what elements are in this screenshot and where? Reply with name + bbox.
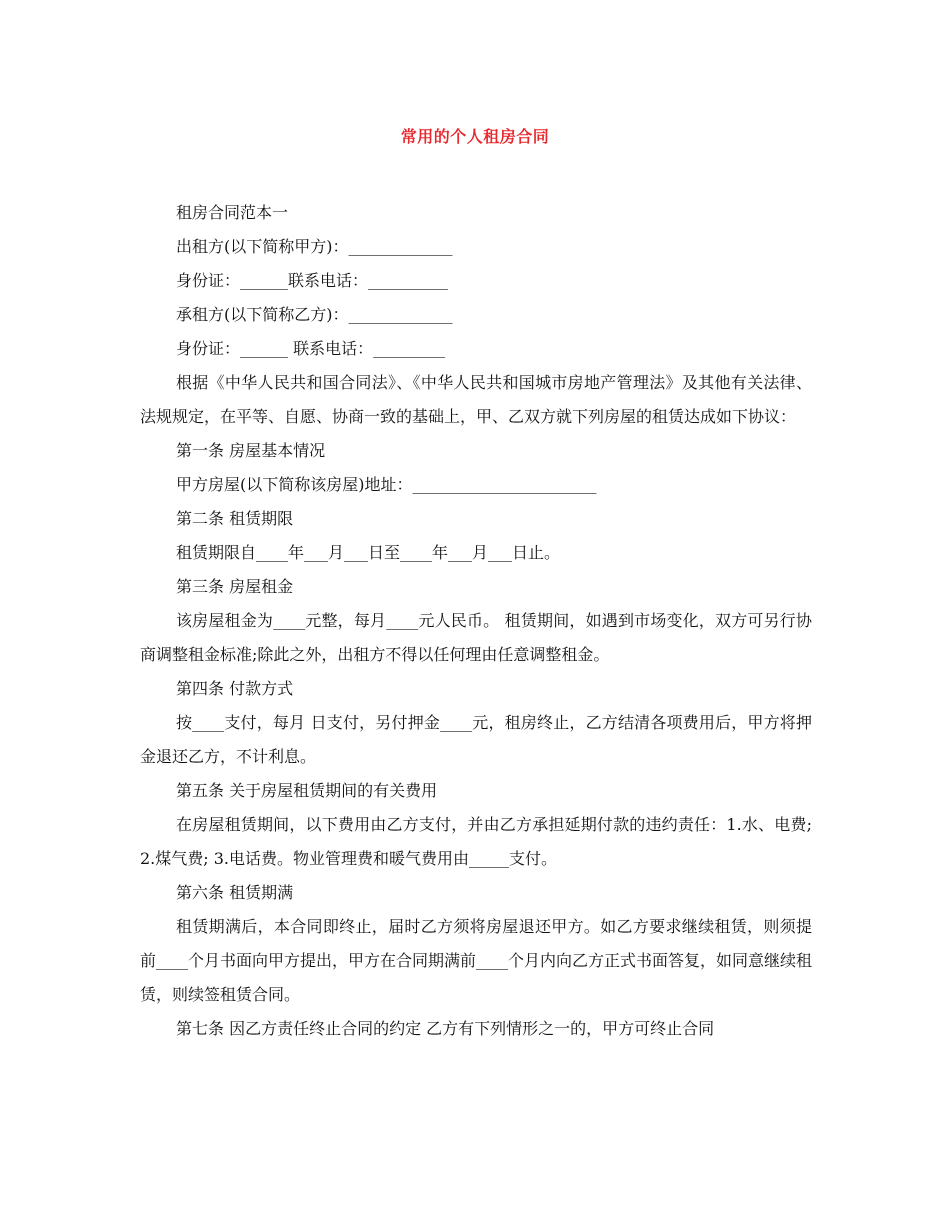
- article-4-heading: 第四条 付款方式: [176, 679, 294, 698]
- article-4-body: 按____支付，每月 日支付，另付押金____元，租房终止，乙方结清各项费用后，甲方将押金退还乙方，不计利息。: [140, 713, 812, 766]
- article-3-heading: 第三条 房屋租金: [176, 577, 294, 596]
- paragraph-template-heading: 租房合同范本一: [176, 203, 289, 222]
- article-6-body: 租赁期满后，本合同即终止，届时乙方须将房屋退还甲方。如乙方要求继续租赁，则须提前____个月书面向甲方提出，甲方在合同期满前____个月内向乙方正式书面答复，如同意继续租赁，则续签租赁合同。: [140, 917, 813, 1004]
- paragraph-preamble: 根据《中华人民共和国合同法》、《中华人民共和国城市房地产管理法》及其他有关法律、法规规定，在平等、自愿、协商一致的基础上，甲、乙双方就下列房屋的租赁达成如下协议：: [140, 373, 812, 426]
- paragraph-lessee-id: 身份证：______ 联系电话：_________: [176, 339, 446, 358]
- article-7-heading: 第七条 因乙方责任终止合同的约定 乙方有下列情形之一的，甲方可终止合同: [176, 1019, 715, 1038]
- document-title: 常用的个人租房合同: [400, 127, 550, 146]
- article-1-heading: 第一条 房屋基本情况: [176, 441, 326, 460]
- paragraph-lessor: 出租方(以下简称甲方)：_____________: [176, 237, 453, 256]
- paragraph-lessor-id: 身份证：______联系电话：__________: [176, 271, 449, 290]
- article-2-body: 租赁期限自____年___月___日至____年___月___日止。: [176, 543, 561, 562]
- paragraph-lessee: 承租方(以下简称乙方)：_____________: [176, 305, 453, 324]
- article-5-body: 在房屋租赁期间，以下费用由乙方支付，并由乙方承担延期付款的违约责任：1.水、电费; 2.煤气费; 3.电话费。物业管理费和暖气费用由_____支付。: [140, 815, 812, 868]
- article-2-heading: 第二条 租赁期限: [176, 509, 294, 528]
- article-1-body: 甲方房屋(以下简称该房屋)地址：_______________________: [176, 475, 597, 494]
- article-5-heading: 第五条 关于房屋租赁期间的有关费用: [176, 781, 438, 800]
- article-6-heading: 第六条 租赁期满: [176, 883, 294, 902]
- article-3-body: 该房屋租金为____元整，每月____元人民币。 租赁期间，如遇到市场变化，双方可另行协商调整租金标准;除此之外，出租方不得以任何理由任意调整租金。: [140, 611, 812, 664]
- document-body: [140, 196, 812, 1046]
